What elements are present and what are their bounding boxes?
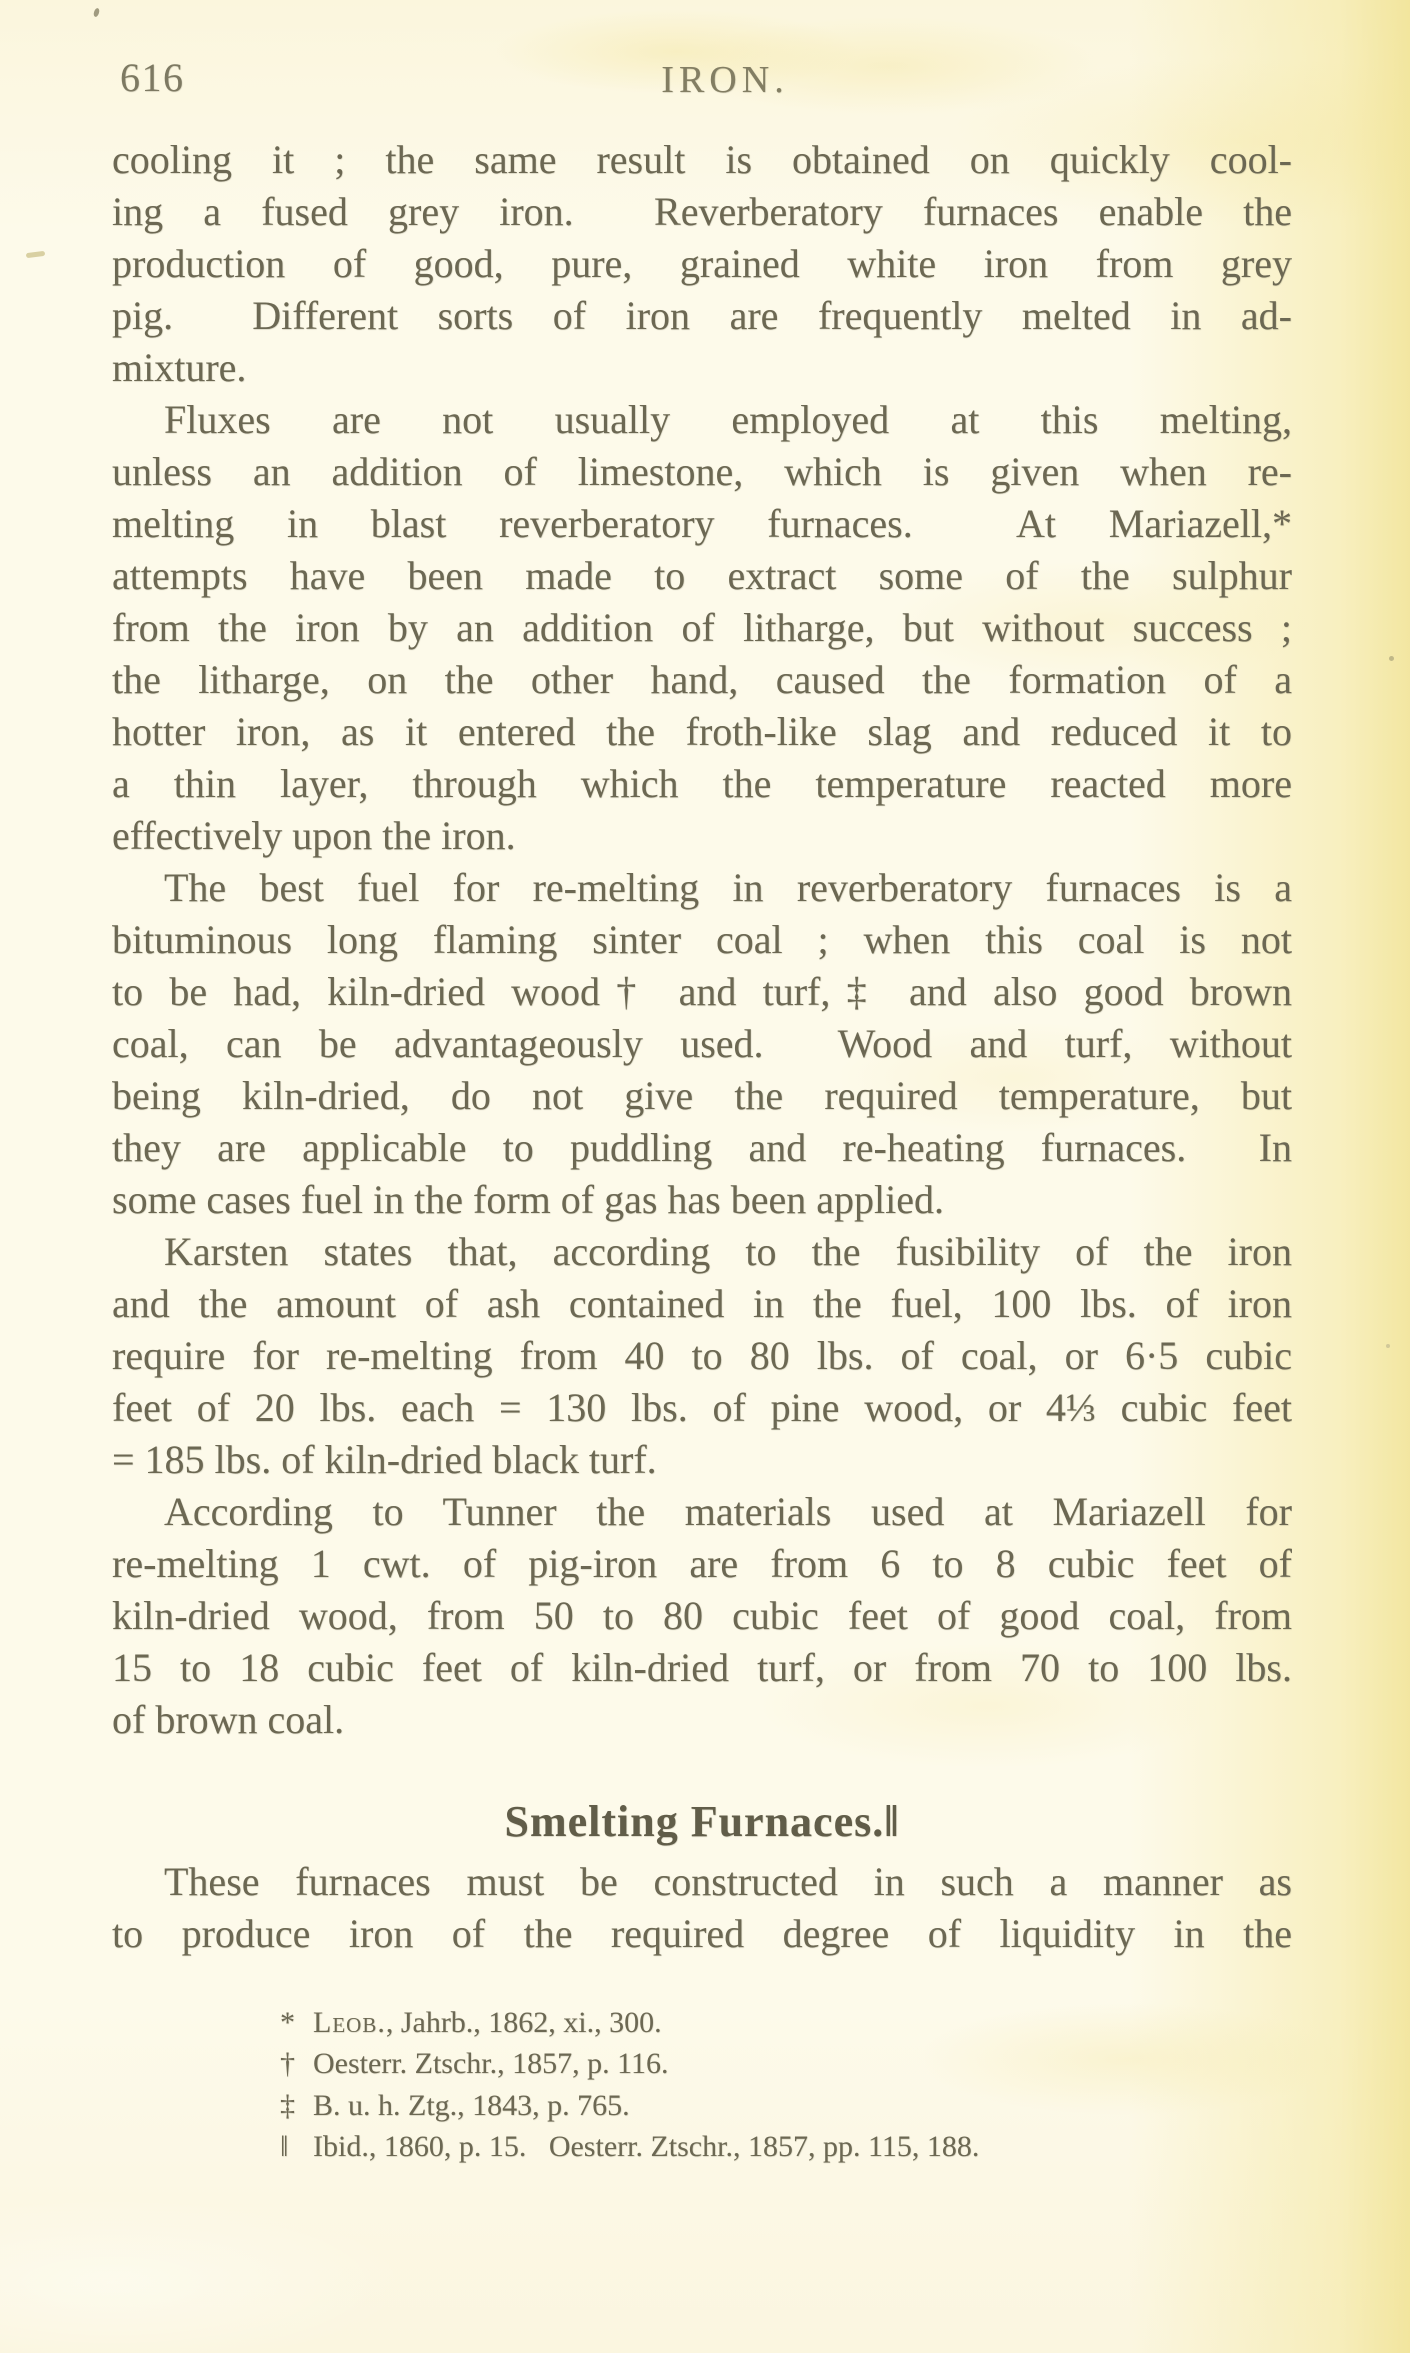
page-number: 616 bbox=[120, 55, 185, 100]
text-line: 15 to 18 cubic feet of kiln-dried turf, or from 70 to 100 lbs. bbox=[112, 1645, 1292, 1690]
paper-speck bbox=[1386, 1344, 1390, 1348]
text-line: ing a fused grey iron. Reverberatory furnaces enable the bbox=[112, 189, 1292, 234]
text-line: a thin layer, through which the temperature reacted more bbox=[112, 761, 1292, 806]
footnote-marker: * bbox=[280, 2006, 295, 2039]
text-line: they are applicable to puddling and re-heating furnaces. In bbox=[112, 1125, 1292, 1170]
text-line: from the iron by an addition of litharge, but without success ; bbox=[112, 605, 1292, 650]
text-line: mixture. bbox=[112, 345, 247, 390]
text-line: effectively upon the iron. bbox=[112, 813, 516, 858]
text-line: require for re-melting from 40 to 80 lbs. of coal, or 6·5 cubic bbox=[112, 1333, 1292, 1378]
text-line: attempts have been made to extract some of the sulphur bbox=[112, 553, 1292, 598]
footnote-text: B. u. h. Ztg., 1843, p. 765. bbox=[313, 2088, 630, 2122]
text-line: and the amount of ash contained in the fuel, 100 lbs. of iron bbox=[112, 1281, 1292, 1326]
footnote bbox=[280, 2002, 1330, 2043]
text-line: the litharge, on the other hand, caused the formation of a bbox=[112, 657, 1292, 702]
text-line: The best fuel for re-melting in reverberatory furnaces is a bbox=[164, 865, 1292, 910]
text-line: These furnaces must be constructed in such a manner as bbox=[164, 1859, 1292, 1904]
body-text-continued bbox=[112, 1856, 1292, 1960]
text-line: bituminous long flaming sinter coal ; when this coal is not bbox=[112, 917, 1292, 962]
text-line: to be had, kiln-dried wood† and turf,‡ and also good brown bbox=[112, 969, 1292, 1014]
footnote bbox=[280, 2085, 1330, 2126]
footnote-text: Ibid., 1860, p. 15. Oesterr. Ztschr., 1857, pp. 115, 188. bbox=[313, 2130, 980, 2164]
footnote-marker: † bbox=[280, 2047, 295, 2081]
text-line: production of good, pure, grained white iron from grey bbox=[112, 241, 1292, 286]
text-line: feet of 20 lbs. each = 130 lbs. of pine wood, or 4⅓ cubic feet bbox=[112, 1385, 1292, 1430]
margin-mark bbox=[26, 251, 45, 258]
section-heading bbox=[112, 1796, 1292, 1848]
footnote-text: Leob., Jahrb., 1862, xi., 300. bbox=[313, 2006, 662, 2039]
text-line: being kiln-dried, do not give the required temperature, but bbox=[112, 1073, 1292, 1118]
text-line: some cases fuel in the form of gas has been applied. bbox=[112, 1177, 944, 1222]
text-line: of brown coal. bbox=[112, 1697, 345, 1742]
text-line: Karsten states that, according to the fusibility of the iron bbox=[164, 1229, 1292, 1274]
section-heading-label: Smelting Furnaces.‖ bbox=[504, 1797, 900, 1846]
text-line: hotter iron, as it entered the froth-like slag and reduced it to bbox=[112, 709, 1292, 754]
text-line: to produce iron of the required degree of liquidity in the bbox=[112, 1911, 1292, 1956]
text-line: coal, can be advantageously used. Wood and turf, without bbox=[112, 1021, 1292, 1066]
footnote-marker: ‡ bbox=[280, 2088, 295, 2122]
footnote bbox=[280, 2043, 1330, 2084]
footnote-marker: ‖ bbox=[280, 2130, 289, 2164]
text-line: re-melting 1 cwt. of pig-iron are from 6 to 8 cubic feet of bbox=[112, 1541, 1292, 1586]
text-line: = 185 lbs. of kiln-dried black turf. bbox=[112, 1437, 657, 1482]
paper-speck bbox=[1389, 656, 1394, 661]
footnote-text: Oesterr. Ztschr., 1857, p. 116. bbox=[313, 2047, 669, 2081]
text-line: unless an addition of limestone, which is given when re- bbox=[112, 449, 1292, 494]
text-line: cooling it ; the same result is obtained on quickly cool- bbox=[112, 137, 1292, 182]
page-header bbox=[112, 54, 1292, 104]
paper-speck bbox=[93, 7, 101, 17]
footnote bbox=[280, 2126, 1330, 2167]
text-line: According to Tunner the materials used at Mariazell for bbox=[164, 1489, 1292, 1534]
text-line: melting in blast reverberatory furnaces. At Mariazell,* bbox=[112, 501, 1292, 546]
footnotes bbox=[280, 2002, 1330, 2168]
text-line: kiln-dried wood, from 50 to 80 cubic feet of good coal, from bbox=[112, 1593, 1292, 1638]
text-line: Fluxes are not usually employed at this melting, bbox=[164, 397, 1292, 442]
running-title: IRON. bbox=[661, 59, 789, 101]
text-line: pig. Different sorts of iron are frequently melted in ad- bbox=[112, 293, 1292, 338]
body-text bbox=[112, 134, 1292, 1746]
